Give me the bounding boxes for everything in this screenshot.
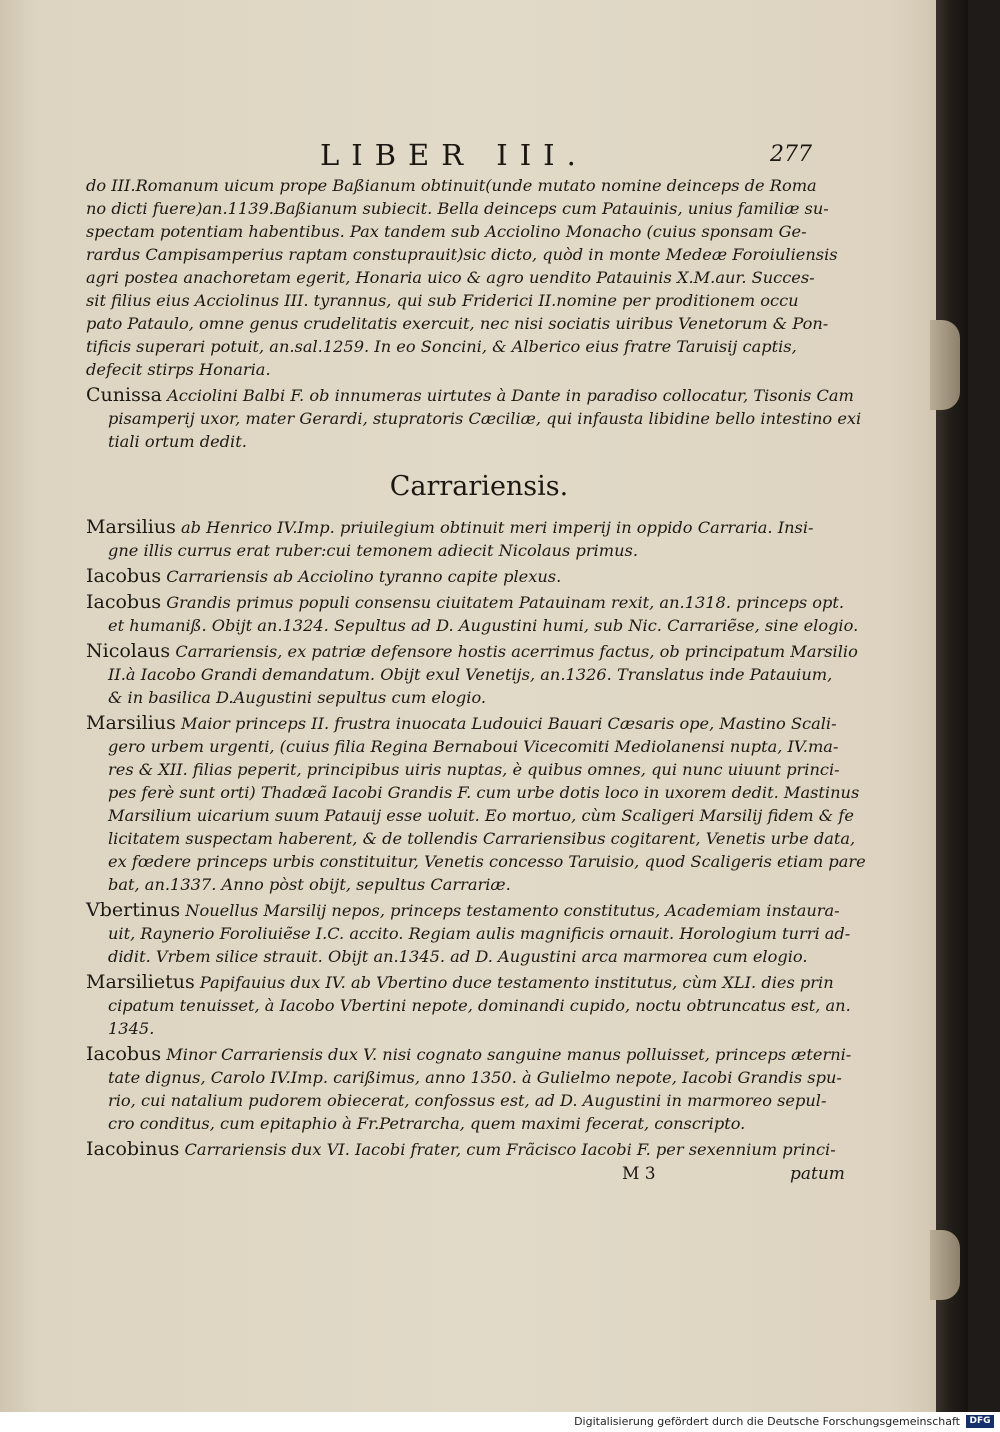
line-text: 1345. bbox=[108, 1019, 155, 1038]
entry-paragraph bbox=[86, 565, 832, 588]
line-text: pato Pataulo, omne genus crudelitatis exercuit, nec nisi sociatis uiribus Venetorum & Pon- bbox=[86, 314, 829, 333]
entry-paragraph bbox=[86, 174, 838, 381]
entry-name: Marsilius bbox=[86, 712, 176, 734]
line-text: & in basilica D.Augustini sepultus cum elogio. bbox=[108, 688, 487, 707]
dfg-credit: Digitalisierung gefördert durch die Deutsche Forschungsgemeinschaft bbox=[574, 1415, 960, 1428]
entry-paragraph bbox=[86, 591, 859, 637]
line-text: pes ferè sunt orti) Thadæã Iacobi Grandis F. cum urbe dotis loco in uxorem dedit. Mastinus bbox=[108, 783, 860, 802]
line-text: Minor Carrariensis dux V. nisi cognato sanguine manus polluisset, princeps æterni- bbox=[161, 1045, 852, 1064]
text-line bbox=[86, 539, 832, 562]
line-text: defecit stirps Honaria. bbox=[86, 360, 271, 379]
text-line bbox=[86, 945, 832, 968]
line-text: Papifauius dux IV. ab Vbertino duce testamento institutus, cùm XLI. dies prin bbox=[194, 973, 834, 992]
text-line bbox=[86, 1089, 832, 1112]
line-text: uit, Raynerio Foroliuiẽse I.C. accito. Regiam aulis magnificis ornauit. Horologium turri ad- bbox=[108, 924, 851, 943]
line-text: Marsilium uicarium suum Patauij esse uoluit. Eo mortuo, cùm Scaligeri Marsilij fidem & fe bbox=[108, 806, 854, 825]
text-line bbox=[86, 640, 858, 663]
line-text: bat, an.1337. Anno pòst obijt, sepultus Carrariæ. bbox=[108, 875, 511, 894]
text-line bbox=[86, 686, 832, 709]
line-text: spectam potentiam habentibus. Pax tandem sub Acciolino Monacho (cuius sponsam Ge- bbox=[86, 222, 807, 241]
line-text: didit. Vrbem silice strauit. Obijt an.1345. ad D. Augustini arca marmorea cum elogio. bbox=[108, 947, 808, 966]
line-text: ab Henrico IV.Imp. priuilegium obtinuit meri imperij in oppido Carraria. Insi- bbox=[175, 518, 814, 537]
line-text: gero urbem urgenti, (cuius filia Regina Bernaboui Vicecomiti Mediolanensi nupta, IV.ma- bbox=[108, 737, 839, 756]
entry-name: Iacobus bbox=[86, 591, 162, 613]
line-text: Acciolini Balbi F. ob innumeras uirtutes à Dante in paradiso collocatur, Tisonis Cam bbox=[161, 386, 854, 405]
text-line bbox=[86, 591, 845, 614]
text-line bbox=[86, 873, 832, 896]
entry-paragraph bbox=[86, 712, 866, 896]
text-line bbox=[86, 614, 859, 637]
page-foot bbox=[86, 1164, 845, 1188]
line-text: tificis superari potuit, an.sal.1259. In eo Soncini, & Alberico eius fratre Taruisij captis, bbox=[86, 337, 797, 356]
entry-name: Iacobus bbox=[86, 565, 162, 587]
text-line bbox=[86, 1043, 852, 1066]
entry-name: Cunissa bbox=[86, 384, 162, 406]
entry-paragraph bbox=[86, 516, 832, 562]
page-edge bbox=[936, 0, 968, 1412]
text-line bbox=[86, 758, 840, 781]
entries bbox=[86, 516, 866, 1161]
line-text: no dicti fuere)an.1139.Baßianum subiecit. Bella deinceps cum Patauinis, unius familiæ su- bbox=[86, 199, 829, 218]
line-text: Grandis primus populi consensu ciuitatem Patauinam rexit, an.1318. princeps opt. bbox=[161, 593, 845, 612]
text-line bbox=[86, 850, 866, 873]
text-line bbox=[86, 407, 862, 430]
section-title: Carrariensis. bbox=[389, 471, 569, 502]
text-line bbox=[86, 430, 832, 453]
entry-name: Iacobinus bbox=[86, 1138, 180, 1160]
line-text: Carrariensis ab Acciolino tyranno capite plexus. bbox=[161, 567, 562, 586]
entry-name: Marsilius bbox=[86, 516, 176, 538]
line-text: do III.Romanum uicum prope Baßianum obtinuit(unde mutato nomine deinceps de Roma bbox=[86, 176, 817, 195]
line-text: Maior princeps II. frustra inuocata Ludouici Bauari Cæsaris ope, Mastino Scali- bbox=[175, 714, 837, 733]
text-line bbox=[86, 312, 832, 335]
text-line bbox=[86, 663, 832, 686]
text-line bbox=[86, 804, 854, 827]
digitization-footer bbox=[0, 1412, 1000, 1432]
text-line bbox=[86, 358, 832, 381]
line-text: Nouellus Marsilij nepos, princeps testamento constitutus, Academiam instaura- bbox=[180, 901, 840, 920]
text-line bbox=[86, 1017, 832, 1040]
line-text: gne illis currus erat ruber:cui temonem adiecit Nicolaus primus. bbox=[108, 541, 638, 560]
text-line bbox=[86, 994, 851, 1017]
entry-paragraph bbox=[86, 971, 851, 1040]
line-text: tate dignus, Carolo IV.Imp. carißimus, anno 1350. à Gulielmo nepote, Iacobi Grandis spu- bbox=[108, 1068, 842, 1087]
text-line bbox=[86, 289, 832, 312]
line-text: res & XII. filias peperit, principibus uiris nuptas, è quibus omnes, qui nunc uiuunt princi- bbox=[108, 760, 840, 779]
entry-name: Vbertinus bbox=[86, 899, 181, 921]
text-line bbox=[86, 712, 837, 735]
signature-mark: M 3 bbox=[622, 1164, 656, 1184]
running-title: LIBER III. bbox=[320, 138, 588, 172]
text-line bbox=[86, 1066, 842, 1089]
entry-paragraph bbox=[86, 1138, 836, 1161]
catchword: patum bbox=[790, 1164, 845, 1184]
top-paragraphs bbox=[86, 174, 862, 453]
line-text: tiali ortum dedit. bbox=[108, 432, 247, 451]
text-line bbox=[86, 565, 832, 588]
entry-name: Marsilietus bbox=[86, 971, 195, 993]
line-text: rardus Campisamperius raptam constuprauit)sic dicto, quòd in monte Medeæ Foroiuliensis bbox=[86, 245, 838, 264]
page-number: 277 bbox=[770, 142, 812, 167]
line-text: et humaniß. Obijt an.1324. Sepultus ad D. Augustini humi, sub Nic. Carrariẽse, sine elogio. bbox=[108, 616, 859, 635]
bookmark-tab bbox=[930, 320, 960, 410]
line-text: cro conditus, cum epitaphio à Fr.Petrarcha, quem maximi fecerat, conscripto. bbox=[108, 1114, 746, 1133]
text-line bbox=[86, 922, 851, 945]
bookmark-tab bbox=[930, 1230, 960, 1300]
text-line bbox=[86, 971, 832, 994]
line-text: sit filius eius Acciolinus III. tyrannus, qui sub Friderici II.nomine per proditionem occu bbox=[86, 291, 799, 310]
text-line bbox=[86, 735, 839, 758]
text-line bbox=[86, 335, 832, 358]
line-text: Carrariensis dux VI. Iacobi frater, cum Frãcisco Iacobi F. per sexennium princi- bbox=[179, 1140, 836, 1159]
text-line bbox=[86, 220, 832, 243]
line-text: agri postea anachoretam egerit, Honaria uico & agro uendito Patauinis X.M.aur. Succes- bbox=[86, 268, 815, 287]
dfg-logo: DFG bbox=[966, 1415, 994, 1428]
text-line bbox=[86, 266, 832, 289]
line-text: II.à Iacobo Grandi demandatum. Obijt exul Venetijs, an.1326. Translatus inde Patauium, bbox=[108, 665, 833, 684]
line-text: cipatum tenuisset, à Iacobo Vbertini nepote, dominandi cupido, noctu obtruncatus est, an. bbox=[108, 996, 851, 1015]
line-text: rio, cui natalium pudorem obiecerat, confossus est, ad D. Augustini in marmoreo sepul- bbox=[108, 1091, 827, 1110]
text-line bbox=[86, 1112, 832, 1135]
text-line bbox=[86, 174, 832, 197]
entry-paragraph bbox=[86, 899, 851, 968]
line-text: ex fœdere princeps urbis constituitur, Venetis concesso Taruisio, quod Scaligeris etiam pare bbox=[108, 852, 866, 871]
text-line bbox=[86, 827, 856, 850]
entry-name: Iacobus bbox=[86, 1043, 162, 1065]
line-text: licitatem suspectam haberent, & de tollendis Carrariensibus cogitarent, Venetis urbe data, bbox=[108, 829, 856, 848]
text-line bbox=[86, 899, 840, 922]
body-text bbox=[86, 174, 866, 1188]
text-line bbox=[86, 516, 832, 539]
text-line bbox=[86, 197, 832, 220]
line-text: Carrariensis, ex patriæ defensore hostis acerrimus factus, ob principatum Marsilio bbox=[170, 642, 858, 661]
text-line bbox=[86, 243, 838, 266]
text-line bbox=[86, 1138, 836, 1161]
entry-paragraph bbox=[86, 384, 862, 453]
entry-name: Nicolaus bbox=[86, 640, 171, 662]
text-line bbox=[86, 384, 854, 407]
running-head bbox=[0, 138, 968, 172]
text-line bbox=[86, 781, 860, 804]
entry-paragraph bbox=[86, 640, 858, 709]
line-text: pisamperij uxor, mater Gerardi, stupratoris Cæciliæ, qui infausta libidine bello intestino exi bbox=[108, 409, 862, 428]
entry-paragraph bbox=[86, 1043, 852, 1135]
